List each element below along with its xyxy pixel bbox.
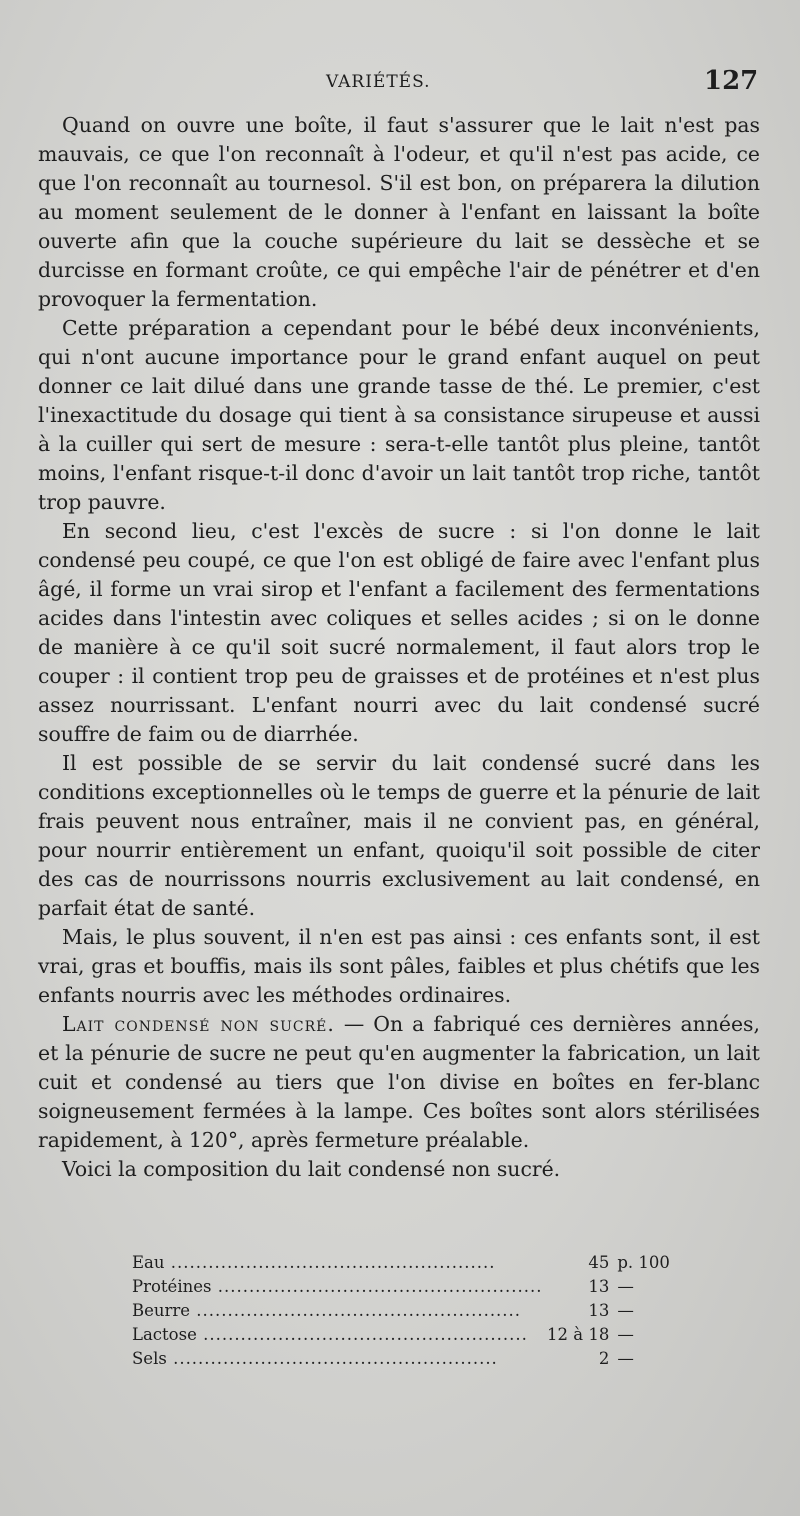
component-name: Protéines ..... (132, 1275, 542, 1299)
table-row (132, 1275, 672, 1299)
component-name: Sels ..... (132, 1347, 542, 1371)
paragraph: Voici la composition du lait condensé non sucré. (62, 1157, 561, 1181)
paragraph: Il est possible de se servir du lait condensé sucré dans les conditions exceptionnelles où le temps de guerre et la pénurie de lait frais peuvent nous entraîner, mais il ne convient pas, en général, pour nourrir entièrement un enfant, quoiqu'il soit possible de citer des cas de nourrissons nourris exclusivement au lait condensé, en parfait état de santé. (38, 751, 760, 920)
paragraph (38, 1010, 760, 1155)
paragraph-text: — On a fabriqué ces dernières années, et la pénurie de sucre ne peut qu'en augmenter la fabrication, un lait cuit et condensé au tiers que l'on divise en boîtes en fer-blanc soigneusement fermées à la lampe. Ces boîtes sont alors stérilisées rapidement, à 120°, après fermeture préalable. (38, 1012, 760, 1152)
composition-table (132, 1251, 672, 1371)
component-name: Eau ..... (132, 1251, 542, 1275)
table-row (132, 1323, 672, 1347)
paragraph: En second lieu, c'est l'excès de sucre : si l'on donne le lait condensé peu coupé, ce que l'on est obligé de faire avec l'enfant plus âgé, il forme un vrai sirop et l'enfant a facilement des fermentations acides dans l'intestin avec coliques et selles acides ; si on le donne de manière à ce qu'il soit sucré normalement, il faut alors trop le couper : il contient trop peu de graisses et de protéines et n'est plus assez nourrissant. L'enfant nourri avec du lait condensé sucré souffre de faim ou de diarrhée. (38, 519, 760, 746)
component-unit: — (617, 1301, 634, 1320)
component-value: 45 (588, 1253, 610, 1272)
component-unit: — (617, 1325, 634, 1344)
paragraph: Mais, le plus souvent, il n'en est pas ainsi : ces enfants sont, il est vrai, gras et bouffis, mais ils sont pâles, faibles et plus chétifs que les enfants nourris avec les méthodes ordinaires. (38, 925, 760, 1007)
section-heading: Lait condensé non sucré. (62, 1012, 335, 1036)
table-row (132, 1299, 672, 1323)
component-value: 13 (588, 1277, 610, 1296)
component-unit: — (617, 1349, 634, 1368)
component-value: 12 à 18 (547, 1325, 610, 1344)
page-header (0, 64, 800, 94)
component-value: 13 (588, 1301, 610, 1320)
paragraph: Quand on ouvre une boîte, il faut s'assurer que le lait n'est pas mauvais, ce que l'on reconnaît à l'odeur, et qu'il n'est pas acide, ce que l'on reconnaît au tournesol. S'il est bon, on préparera la dilution au moment seulement de le donner à l'enfant en laissant la boîte ouverte afin que la couche supérieure du lait se dessèche et se durcisse en formant croûte, ce qui empêche l'air de pénétrer et d'en provoquer la fermentation. (38, 113, 760, 311)
table-row (132, 1251, 672, 1275)
component-name: Beurre ..... (132, 1299, 542, 1323)
page-number: 127 (704, 66, 759, 96)
component-name: Lactose ..... (132, 1323, 542, 1347)
body-text (38, 111, 760, 1184)
paragraph: Cette préparation a cependant pour le bébé deux inconvénients, qui n'ont aucune importance pour le grand enfant auquel on peut donner ce lait dilué dans une grande tasse de thé. Le premier, c'est l'inexactitude du dosage qui tient à sa consistance sirupeuse et aussi à la cuiller qui sert de mesure : sera-t-elle tantôt plus pleine, tantôt moins, l'enfant risque-t-il donc d'avoir un lait tantôt trop riche, tantôt trop pauvre. (38, 316, 760, 514)
table-row (132, 1347, 672, 1371)
component-unit: p. 100 (617, 1253, 670, 1272)
component-value: 2 (598, 1349, 610, 1368)
component-unit: — (617, 1277, 634, 1296)
running-title: VARIÉTÉS. (326, 72, 431, 92)
